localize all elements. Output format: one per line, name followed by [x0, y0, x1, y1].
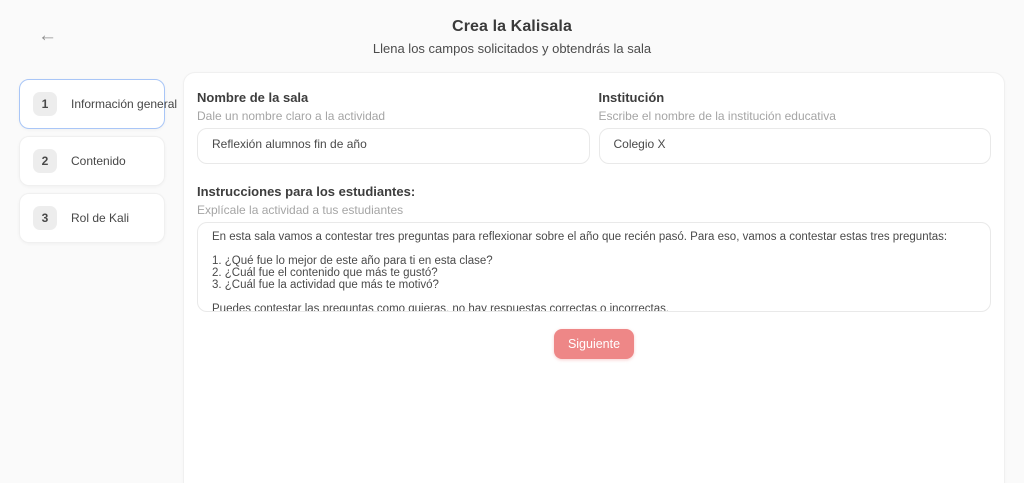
- next-button[interactable]: Siguiente: [554, 329, 634, 359]
- page-header: [0, 0, 1024, 72]
- button-row: [197, 329, 991, 359]
- content-area: [0, 72, 1024, 483]
- instructions-helper: Explícale la actividad a tus estudiantes: [197, 203, 404, 217]
- step-label: Rol de Kali: [71, 211, 130, 225]
- institution-label: Institución: [598, 90, 665, 105]
- form-row-top: [197, 90, 991, 164]
- institution-input[interactable]: [599, 128, 992, 164]
- room-name-input[interactable]: [197, 128, 590, 164]
- form-card: [183, 72, 1005, 483]
- step-number-badge: 2: [33, 149, 57, 173]
- step-label: Información general: [71, 97, 178, 111]
- step-number-badge: 1: [33, 92, 57, 116]
- instructions-input[interactable]: [197, 222, 991, 312]
- field-instructions: [197, 184, 991, 312]
- steps-sidebar: [19, 79, 178, 250]
- step-number-badge: 3: [33, 206, 57, 230]
- field-room-name: [197, 90, 590, 164]
- page-title: Crea la Kalisala: [452, 18, 572, 35]
- field-institution: [599, 90, 992, 164]
- step-item-rol-de-kali[interactable]: [19, 193, 165, 243]
- room-name-helper: Dale un nombre claro a la actividad: [197, 109, 386, 123]
- step-item-informacion-general[interactable]: [19, 79, 178, 129]
- room-name-label: Nombre de la sala: [197, 90, 309, 105]
- instructions-label: Instrucciones para los estudiantes:: [197, 184, 416, 199]
- step-item-contenido[interactable]: [19, 136, 165, 186]
- back-button[interactable]: [32, 24, 63, 47]
- back-arrow-icon: ←: [38, 25, 57, 46]
- step-label: Contenido: [71, 154, 126, 168]
- page-subtitle: Llena los campos solicitados y obtendrás la sala: [372, 41, 652, 56]
- header-titles: [0, 0, 1024, 56]
- institution-helper: Escribe el nombre de la institución educativa: [598, 109, 836, 123]
